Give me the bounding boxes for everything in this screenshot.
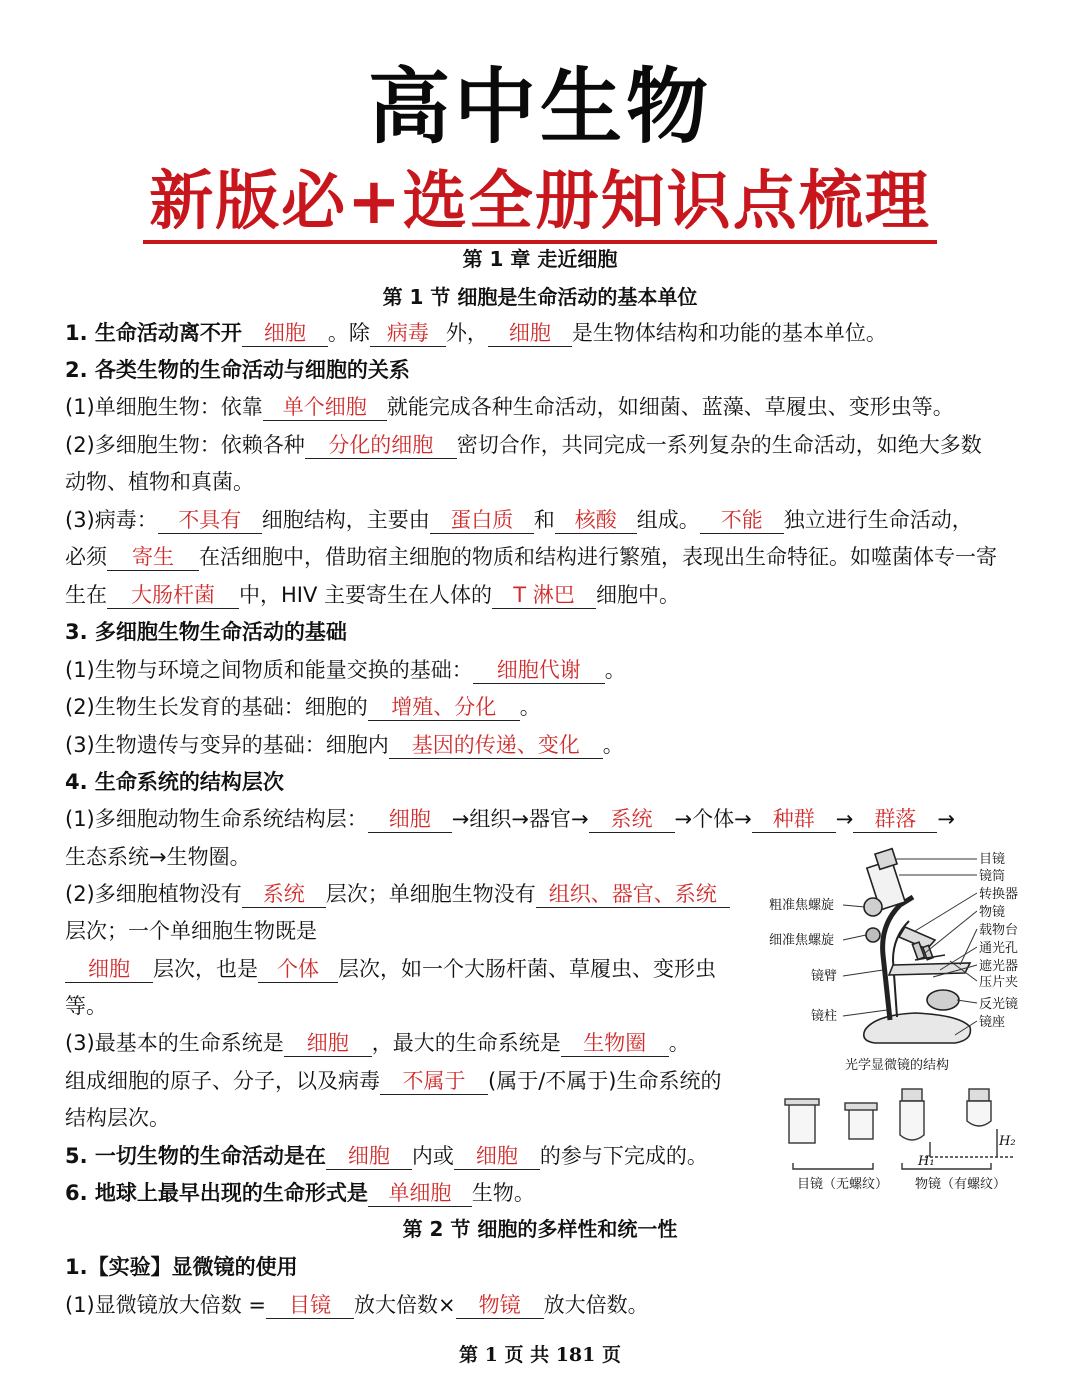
- point-4-1-cont: 生态系统→生物圈。: [65, 845, 251, 869]
- figure-labels-left: [769, 897, 837, 1024]
- text: 中，HIV 主要寄生在人体的: [239, 583, 493, 607]
- point-2-3-cont-1: [65, 542, 997, 572]
- text: 必须: [65, 545, 107, 569]
- eyepiece-caption: 目镜（无螺纹）: [797, 1177, 889, 1192]
- section-heading-2: 第 2 节 细胞的多样性和统一性: [402, 1217, 678, 1241]
- text: 生物。: [471, 1181, 535, 1205]
- text: (1)多细胞动物生命系统结构层：: [65, 807, 368, 831]
- text: 。除: [327, 321, 370, 345]
- point-2-2: [65, 430, 982, 460]
- text: (3)病毒：: [65, 508, 158, 532]
- answer-blank: 细胞: [488, 320, 572, 347]
- text: (2)多细胞生物：依赖各种: [65, 433, 305, 457]
- answer-blank: 不具有: [158, 507, 262, 534]
- subtitle-wrap: [0, 164, 1080, 244]
- text: 6. 地球上最早出现的生命形式是: [65, 1181, 368, 1205]
- figure-label: 转换器: [979, 887, 1019, 902]
- point-2-3: [65, 505, 973, 535]
- point-2-heading: 2. 各类生物的生命活动与细胞的关系: [65, 358, 410, 382]
- microscope-figure: [765, 845, 1035, 1205]
- page-title: 高中生物: [367, 60, 712, 155]
- height-label-h1: H₁: [918, 1154, 935, 1169]
- answer-blank: 细胞: [326, 1143, 412, 1170]
- text: →: [835, 807, 854, 831]
- text: 独立进行生命活动，: [783, 508, 973, 532]
- text: ，最大的生命系统是: [371, 1031, 561, 1055]
- figure-label: 粗准焦螺旋: [769, 898, 835, 913]
- text: 内或: [411, 1144, 454, 1168]
- experiment-point-1: [65, 1290, 649, 1320]
- point-4-2-cont-3: 等。: [65, 994, 107, 1018]
- figure-leader-lines: [843, 859, 977, 1035]
- point-3-3: [65, 730, 624, 760]
- figure-label: 通光孔: [979, 941, 1019, 956]
- figure-caption: 光学显微镜的结构: [845, 1058, 950, 1073]
- section-heading-1: 第 1 节 细胞是生命活动的基本单位: [382, 285, 698, 309]
- figure-label: 遮光器: [979, 959, 1019, 974]
- answer-blank: 病毒: [370, 320, 446, 347]
- answer-blank: 系统: [589, 806, 675, 833]
- figure-label: 物镜: [979, 905, 1006, 920]
- answer-blank: 群落: [853, 806, 937, 833]
- answer-blank: 分化的细胞: [305, 432, 457, 459]
- text: (3)最基本的生命系统是: [65, 1031, 284, 1055]
- text: 放大倍数×: [354, 1293, 456, 1317]
- text: 在活细胞中，借助宿主细胞的物质和结构进行繁殖，表现出生命特征。如噬菌体专一寄: [199, 545, 997, 569]
- answer-blank: 寄生: [107, 544, 199, 571]
- answer-blank: 单细胞: [368, 1180, 472, 1207]
- text: 。: [519, 695, 541, 719]
- point-3-heading: 3. 多细胞生物生命活动的基础: [65, 620, 347, 644]
- point-3-2: [65, 692, 541, 722]
- point-4-2-cont-1: 层次；一个单细胞生物既是: [65, 919, 317, 943]
- text: 组成细胞的原子、分子，以及病毒: [65, 1069, 380, 1093]
- answer-blank: 不属于: [380, 1068, 488, 1095]
- answer-blank: 基因的传递、变化: [389, 732, 603, 759]
- text: 5. 一切生物的生命活动是在: [65, 1144, 326, 1168]
- answer-blank: 大肠杆菌: [107, 582, 239, 609]
- height-label-h2: H₂: [999, 1134, 1016, 1149]
- experiment-heading: 1.【实验】显微镜的使用: [65, 1255, 298, 1279]
- text: 生在: [65, 583, 107, 607]
- text: 。: [668, 1031, 690, 1055]
- point-4-1: [65, 804, 955, 834]
- point-4-heading: 4. 生命系统的结构层次: [65, 770, 284, 794]
- text: (2)多细胞植物没有: [65, 882, 242, 906]
- answer-blank: 细胞: [65, 956, 153, 983]
- text: 密切合作，共同完成一系列复杂的生命活动，如绝大多数: [456, 433, 982, 457]
- text: 和: [533, 508, 555, 532]
- answer-blank: 生物圈: [561, 1030, 669, 1057]
- text: 是生物体结构和功能的基本单位。: [571, 321, 887, 345]
- page-footer: 第 1 页 共 181 页: [459, 1344, 621, 1366]
- text: (属于/不属于)生命系统的: [488, 1069, 722, 1093]
- point-6: [65, 1178, 535, 1208]
- answer-blank: 细胞代谢: [473, 657, 605, 684]
- text: (1)单细胞生物：依靠: [65, 395, 263, 419]
- page-subtitle: 新版必+选全册知识点梳理: [143, 164, 937, 244]
- point-4-2-cont-2: [65, 954, 716, 984]
- microscope-drawing: [864, 849, 971, 1043]
- answer-blank: 蛋白质: [430, 507, 534, 534]
- figure-label: 载物台: [979, 923, 1019, 938]
- text: 1. 生命活动离不开: [65, 321, 242, 345]
- figure-label: 镜座: [979, 1015, 1006, 1030]
- answer-blank: 个体: [258, 956, 338, 983]
- point-4-3-cont-2: 结构层次。: [65, 1106, 170, 1130]
- lens-diagrams: [785, 1089, 1015, 1169]
- answer-blank: 不能: [700, 507, 784, 534]
- text: 层次；单细胞生物没有: [325, 882, 536, 906]
- point-2-1: [65, 392, 954, 422]
- figure-label: 目镜: [979, 852, 1006, 867]
- answer-blank: 物镜: [456, 1292, 544, 1319]
- text: (1)生物与环境之间物质和能量交换的基础：: [65, 658, 473, 682]
- text: 的参与下完成的。: [539, 1144, 708, 1168]
- answer-blank: 组织、器官、系统: [536, 881, 730, 908]
- answer-blank: 单个细胞: [263, 394, 387, 421]
- point-1: [65, 318, 887, 348]
- figure-labels-right: [979, 851, 1018, 1030]
- text: →: [937, 807, 955, 831]
- objective-caption: 物镜（有螺纹）: [915, 1177, 1007, 1192]
- text: 就能完成各种生命活动，如细菌、蓝藻、草履虫、变形虫等。: [386, 395, 954, 419]
- point-4-2: [65, 879, 730, 909]
- text: 细胞结构，主要由: [261, 508, 430, 532]
- text: (2)生物生长发育的基础：细胞的: [65, 695, 368, 719]
- figure-label: 压片夹: [979, 975, 1019, 990]
- text: 。: [602, 733, 624, 757]
- answer-blank: 系统: [242, 881, 326, 908]
- answer-blank: 增殖、分化: [368, 694, 520, 721]
- point-5: [65, 1141, 708, 1171]
- answer-blank: T 淋巴: [492, 582, 596, 609]
- text: (3)生物遗传与变异的基础：细胞内: [65, 733, 389, 757]
- point-2-3-cont-2: [65, 580, 680, 610]
- figure-label: 镜柱: [811, 1009, 838, 1024]
- text: 。: [604, 658, 626, 682]
- text: 层次，如一个大肠杆菌、草履虫、变形虫: [338, 957, 716, 981]
- point-3-1: [65, 655, 626, 685]
- answer-blank: 细胞: [368, 806, 452, 833]
- answer-blank: 细胞: [284, 1030, 372, 1057]
- figure-label: 镜臂: [811, 969, 838, 984]
- text: (1)显微镜放大倍数 =: [65, 1293, 267, 1317]
- figure-label: 反光镜: [979, 997, 1019, 1012]
- text: 层次，也是: [153, 957, 258, 981]
- figure-label: 镜筒: [979, 869, 1006, 884]
- text: →组织→器官→: [451, 807, 589, 831]
- text: 放大倍数。: [543, 1293, 649, 1317]
- point-4-3-cont-1: [65, 1066, 721, 1096]
- figure-label: 细准焦螺旋: [769, 933, 835, 948]
- text: 组成。: [636, 508, 700, 532]
- answer-blank: 细胞: [454, 1143, 540, 1170]
- text: 细胞中。: [596, 583, 681, 607]
- answer-blank: 核酸: [555, 507, 637, 534]
- text: 外，: [445, 321, 488, 345]
- answer-blank: 种群: [752, 806, 836, 833]
- answer-blank: 目镜: [266, 1292, 354, 1319]
- chapter-heading: 第 1 章 走近细胞: [462, 247, 618, 271]
- text: →个体→: [674, 807, 752, 831]
- point-4-3: [65, 1028, 690, 1058]
- answer-blank: 细胞: [242, 320, 328, 347]
- point-2-2-cont: 动物、植物和真菌。: [65, 470, 254, 494]
